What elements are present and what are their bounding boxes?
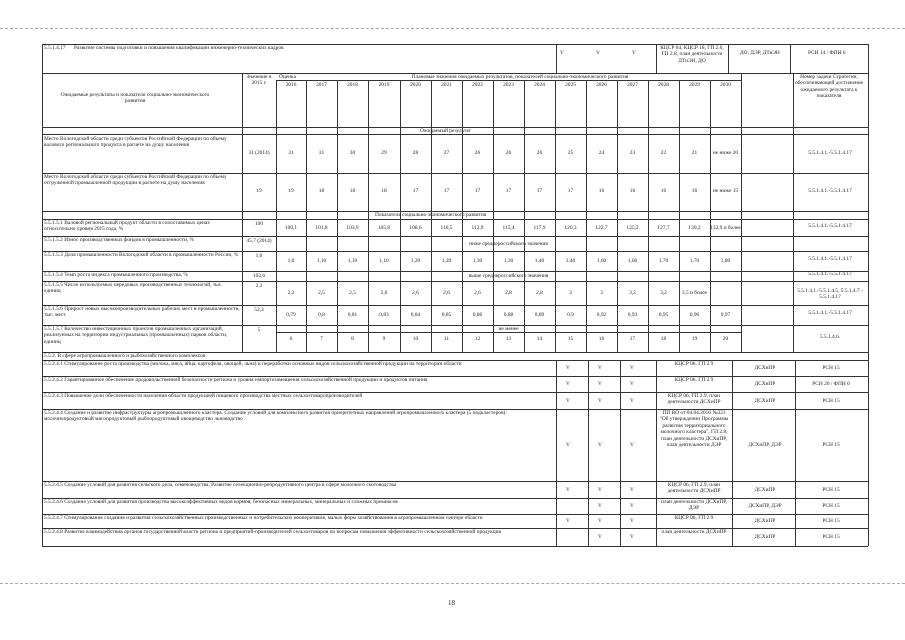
rule xyxy=(728,44,729,73)
row-label: 5.5.1.5.5 Число используемых передовых производственных технологий, тыс. единиц xyxy=(44,282,223,295)
section-552-title: 5.5.2. В сфере агропромышленного и рыбохозяйственного комплексов xyxy=(44,353,206,359)
check-mark: V xyxy=(598,518,602,524)
row-base: 102,6 xyxy=(252,273,266,279)
rule xyxy=(306,80,307,352)
row-value: 112,9 xyxy=(471,224,484,231)
row-value: 0,89 xyxy=(534,312,545,318)
row-value: 0,79 xyxy=(286,312,296,318)
row-value: 0,81 xyxy=(347,312,358,318)
row-value: 115,4 xyxy=(502,224,515,231)
check-mark: V xyxy=(596,50,600,56)
year-header: 2019 xyxy=(378,82,390,88)
year-header: 2017 xyxy=(316,82,327,88)
row-value: 18 xyxy=(349,188,356,194)
program-doc: КЦСР 06, ГП 2.9 xyxy=(674,377,714,383)
row-task: 5.5.1.4.1.-5.5.1.4.17 xyxy=(808,271,852,277)
year-header: 2021 xyxy=(441,82,452,88)
row-label: 5.5.2.4.1 Стимулирование роста производства (молока, мяса, яйца, картофеля, овощей, льна) и переработки основных видов сельскохозяйственной продукции на территории области xyxy=(44,361,462,367)
section-expected-result: Ожидаемый результат xyxy=(420,128,471,134)
page-edge-top xyxy=(0,28,905,29)
executor: ДСХиПР xyxy=(754,381,776,387)
row-value: 117,9 xyxy=(533,224,546,231)
rule xyxy=(337,80,338,352)
row-value: 2,5 xyxy=(318,290,325,296)
row-span-note: выше среднероссийского значения xyxy=(468,273,549,279)
year-header: 2024 xyxy=(534,82,545,88)
row-value: 1,10 xyxy=(347,258,358,264)
rule xyxy=(42,44,43,352)
rule xyxy=(276,80,277,352)
check-mark: V xyxy=(630,381,634,387)
row-value: 21 xyxy=(691,150,698,156)
row-value: 2,6 xyxy=(412,290,419,296)
row-value: 15 xyxy=(567,335,574,342)
year-header: 2020 xyxy=(410,82,421,88)
row-value: 1,10 xyxy=(316,258,327,264)
rule xyxy=(462,80,463,352)
row-task: 5.5.1.4.6. xyxy=(819,333,841,340)
year-header: 2016 xyxy=(285,82,297,88)
rule xyxy=(648,80,649,352)
row-label: 5.5.1.5.6 Прирост новых высокопроизводительных рабочих мест в промышленности, тыс. мест xyxy=(44,306,240,319)
row-value: 13 xyxy=(505,335,512,342)
row-value: 0,96 xyxy=(689,312,700,318)
program-doc: КЦСР 06, ГП 2.9, план деятельности ДСХиПР xyxy=(667,482,721,495)
row-value: 127,7 xyxy=(657,224,670,231)
year-header: 2027 xyxy=(627,82,638,88)
row-label: 5.5.1.5.1 Валовой региональный продукт области в сопоставимых ценах относительно уровня 2015 года, % xyxy=(44,220,210,233)
row-value: 23 xyxy=(629,150,636,156)
row-value: 1,40 xyxy=(534,258,545,264)
rule xyxy=(620,360,621,546)
rule xyxy=(868,44,869,352)
row-value: 0,93 xyxy=(627,312,638,318)
year-header: 2022 xyxy=(472,82,483,88)
row-value: 101,8 xyxy=(315,224,328,231)
row-value: 27 xyxy=(443,150,450,156)
year-header: 2023 xyxy=(503,82,514,88)
rule xyxy=(556,44,557,73)
rule xyxy=(793,73,794,352)
rule xyxy=(679,80,680,352)
check-mark: V xyxy=(598,381,602,387)
check-mark: V xyxy=(630,518,634,524)
row-label: 5.5.2.4.3 Повышение доли обеспеченности населения области продукцией пищевого производства местных сельхозтоваропроизводителей xyxy=(44,393,363,399)
row-task: 5.5.1.4.1.-5.5.1.4.17 xyxy=(808,188,852,194)
results-header: Ожидаемые результаты и показатели социально-экономического развития xyxy=(60,92,210,105)
row-value: 22 xyxy=(660,150,667,156)
row-value: 2,8 xyxy=(536,290,543,296)
row-base: 100 xyxy=(254,221,264,227)
check-mark: V xyxy=(566,397,570,404)
check-mark: V xyxy=(632,50,636,56)
check-mark: V xyxy=(598,397,602,404)
row-value: 3 xyxy=(600,290,603,296)
row-label: Место Вологодской области среди субъектов Российской Федерации по объему валового регионального продукта в расчете на душу населения xyxy=(44,136,227,149)
row-value: 2,3 xyxy=(287,290,295,296)
reference: РСН 14 / ФПН 6 xyxy=(808,50,846,56)
base-value-header: Значение в 2015 г. xyxy=(246,74,272,87)
row-value: 125,2 xyxy=(626,224,639,231)
row-value: 20 xyxy=(722,335,729,342)
rule xyxy=(368,80,369,352)
rule xyxy=(400,80,401,352)
row-value: 1,0 xyxy=(287,258,295,264)
rule xyxy=(42,352,43,546)
executor: ДСХиПР, ДЭР xyxy=(748,442,782,448)
year-header: 2029 xyxy=(689,82,700,88)
row-base: 5 xyxy=(257,327,261,333)
row-value: 0,85 xyxy=(441,312,452,318)
rule xyxy=(588,360,589,546)
year-header: 2028 xyxy=(658,82,669,88)
year-header: 2018 xyxy=(347,82,358,88)
reference: РСН 15 xyxy=(822,365,840,371)
row-value: 1,60 xyxy=(627,258,638,264)
row-value: не ниже 20 xyxy=(712,150,739,156)
row-value: не ниже 15 xyxy=(712,188,739,194)
row-value: 17 xyxy=(505,188,512,194)
reference: РСН 15 xyxy=(822,442,840,448)
row-value: 2,5 xyxy=(349,290,356,296)
check-mark: V xyxy=(566,486,570,493)
row-value: 31 xyxy=(318,150,325,156)
check-mark: V xyxy=(630,442,634,448)
row-value: 0,8 xyxy=(318,312,325,318)
reference: РСН 15 xyxy=(822,534,840,540)
row-value: 9 xyxy=(382,335,386,342)
row-value: 2,6 xyxy=(380,290,388,296)
row-value: 16 xyxy=(660,188,667,194)
row-label: 5.5.1.5.4 Темп роста индекса промышленного производства, % xyxy=(44,272,188,278)
program-doc: КЦСР 06, ГП 2.9 xyxy=(674,515,714,521)
row-base: 45,7 (2014) xyxy=(246,238,272,244)
row-value: 26 xyxy=(505,150,512,156)
program-doc: план деятельности ДСХиПР xyxy=(661,529,727,535)
rule xyxy=(795,360,796,546)
row-value: 1,40 xyxy=(565,258,576,264)
row-value: 110,5 xyxy=(440,224,453,231)
row-value: 1,20 xyxy=(410,258,421,264)
row-value: 8 xyxy=(351,335,354,342)
row-value: 18 xyxy=(381,188,387,194)
planned-header: Плановые значения ожидаемых результатов, показателей социально-экономического развития xyxy=(411,74,629,80)
row-label: 5.5.2.4.7 Стимулирование создания и развития сельскохозяйственных производственных и потребительских кооперативов, малых форм хозяйствования в агропромышленном секторе области xyxy=(44,515,483,521)
rule xyxy=(555,80,556,352)
row-value: 1,20 xyxy=(441,258,452,264)
row-value: 17 xyxy=(629,335,636,342)
row-value: 16 xyxy=(598,335,605,342)
row-base: 52,3 xyxy=(254,307,264,313)
year-header: 2030 xyxy=(720,82,731,88)
check-mark: V xyxy=(598,365,602,371)
row-value: 25 xyxy=(567,150,574,156)
row-value: 130,2 xyxy=(688,224,701,231)
row-value: 108,6 xyxy=(409,224,422,231)
rule xyxy=(710,80,711,352)
row-label: 5.5.1.5.7 Количество инвестиционных проектов промышленных организаций, реализуемых на территории индустриальных (промышленных) парков области, единиц xyxy=(44,326,228,345)
check-mark: V xyxy=(566,442,570,448)
row-value: 16 xyxy=(629,188,636,194)
row-label: 5.5.1.5.3 Доля промышленности Вологодской области в промышленности России, % xyxy=(44,252,239,258)
executor: ДСХиПР xyxy=(754,365,776,371)
row-value: 1,30 xyxy=(503,258,514,264)
rule xyxy=(868,352,869,546)
rule xyxy=(276,332,741,333)
row-value: 26 xyxy=(474,150,481,156)
rule xyxy=(276,80,741,81)
rule xyxy=(493,80,494,352)
row-value: 18 xyxy=(318,188,325,194)
row-value: 30 xyxy=(349,150,356,156)
check-mark: V xyxy=(630,503,634,509)
row-value: 0,92 xyxy=(596,312,607,318)
rule xyxy=(586,80,587,352)
row-value: 12 xyxy=(474,335,481,342)
row-task: 5.5.1.4.1.-5.5.1.4.5, 5.5.1.4.7 - 5.5.1.4.17 xyxy=(797,288,863,301)
program-doc: КЦСР 06, ГП 2.9 xyxy=(674,361,714,367)
row-value: 17 xyxy=(536,188,543,194)
row-value: 3,2 xyxy=(629,290,636,296)
row-value: 2,6 xyxy=(474,290,481,296)
row-label: 5.5.2.4.2 Гарантированное обеспечение продовольственной безопасности региона и уровня импортозамещения сельскохозяйственной продукции и продуктов питания xyxy=(44,377,428,383)
rule xyxy=(556,360,557,546)
executor: ДСХиПР xyxy=(754,518,776,524)
row-value: 1,60 xyxy=(596,258,607,264)
row-value: 2,8 xyxy=(505,290,512,296)
reference: РСН 20 / ФПН 6 xyxy=(812,381,850,387)
check-mark: V xyxy=(566,381,570,387)
row-base: 19 xyxy=(256,188,262,194)
check-mark: V xyxy=(630,365,634,371)
row-value: 6 xyxy=(289,335,293,342)
rule xyxy=(656,44,657,73)
check-mark: V xyxy=(598,442,602,448)
page-number: 18 xyxy=(448,599,455,607)
row-label: 5.5.2.4.4 Создание и развитие инфраструктуры агропромышленного кластера. Создание условий для комплексного развития приоритетных направлений агропромышленного кластера (5 подкластеров): молочнопродуктовый мясопродуктовый рыбопродуктовый овощеводство льноводство xyxy=(44,410,507,423)
row-label: 5.5.2.4.6 Создание условий для развития производства высокоэффективных видов кормов, безопасных минеральных, минеральных и сложных премиксов xyxy=(44,499,398,505)
row-value: 0,83 xyxy=(379,312,389,318)
check-mark: V xyxy=(630,486,634,493)
reference: РСН 15 xyxy=(822,518,840,524)
check-mark: V xyxy=(566,365,570,371)
row-value: 17 xyxy=(474,188,481,194)
rule xyxy=(242,73,243,352)
rule xyxy=(617,80,618,352)
row-value: 28 xyxy=(412,150,419,156)
row-value: 16 xyxy=(598,188,605,194)
row-value: 19 xyxy=(288,188,294,194)
rule xyxy=(42,134,868,135)
row-value: 26 xyxy=(536,150,543,156)
check-mark: V xyxy=(630,397,634,404)
row-value: 122,7 xyxy=(595,224,608,231)
row-value: 2,6 xyxy=(443,290,450,296)
row-value: 17 xyxy=(443,188,450,194)
check-mark: V xyxy=(598,486,602,493)
program-doc: КЦСР 06, ГП 2.9, план деятельности ДСХиПР xyxy=(667,393,721,406)
row-value: 31 xyxy=(288,150,294,156)
row-value: 10 xyxy=(412,335,419,342)
row-value: 0,95 xyxy=(658,312,669,318)
row-value: 105,8 xyxy=(377,224,391,231)
program-doc: ПП ВО от 04.04.2016 №323 "Об утверждении Программы развития территориального молочного кластера", ГП 2.8, план деятельности ДСХиПР, план деятельности ДЭР xyxy=(659,410,729,449)
rule xyxy=(42,546,868,547)
executor: ДСХиПР xyxy=(754,397,776,404)
row-base: 2,3 xyxy=(255,283,263,289)
row-value: 16 xyxy=(691,188,698,194)
row-value: 14 xyxy=(536,335,543,342)
row-value: 0,86 xyxy=(472,312,483,318)
row-label: 5.5.2.4.5 Создание условий для развития сельского дела, семеноводства, Развитие селекционно-репродуктивного центра в сфере молочного скотоводства xyxy=(44,482,397,488)
row-base: 31 (2014) xyxy=(248,150,270,156)
row-value: 100,1 xyxy=(284,224,298,231)
row-value: 3,5 и более xyxy=(681,290,708,296)
section-indicator: Показатель социально-экономического развития xyxy=(375,212,487,218)
rule xyxy=(741,73,742,352)
rule xyxy=(431,80,432,352)
executor: ДО, ДЭР, ДТиЭН xyxy=(740,50,780,56)
rule xyxy=(790,44,791,73)
row-number: 5.5.1.4.17 xyxy=(44,45,66,51)
row-label: Место Вологодской области среди субъектов Российской Федерации по объему отгруженной промышленной продукции в расчете на душу населения xyxy=(44,174,227,187)
row-value: 120,3 xyxy=(564,224,577,231)
row-value: 7 xyxy=(320,335,323,342)
row-text: Развитие системы подготовки и повышения квалификации инженерно-технических кадров xyxy=(74,45,284,51)
row-value: 0,88 xyxy=(503,312,514,318)
row-value: 1,80 xyxy=(720,258,731,264)
row-task: 5.5.1.4.1.-5.5.1.4.17 xyxy=(808,150,852,156)
task-header: Номер задачи Стратегии, обеспечивающей достижение ожидаемого результата к показателя xyxy=(794,74,864,100)
row-top-note: не менее xyxy=(498,326,519,332)
row-value: 3,2 xyxy=(660,290,667,296)
row-value: 1,30 xyxy=(472,258,483,264)
row-task: 5.5.1.4.1.-5.5.1.4.17 xyxy=(808,222,852,229)
row-value: 3 xyxy=(569,290,572,296)
executor: ДСХиПР xyxy=(754,534,776,540)
row-base: 1,0 xyxy=(255,253,263,259)
rule xyxy=(524,80,525,352)
reference: РСН 15 xyxy=(822,397,840,404)
row-label: 5.5.1.5.2 Износ производственных фондов в промышленности, % xyxy=(44,237,195,243)
executor: ДСХиПР, ДЭР xyxy=(748,503,782,509)
row-value: 0,9 xyxy=(567,312,574,318)
row-span-note: ниже среднероссийского значения xyxy=(469,240,548,247)
check-mark: V xyxy=(560,50,564,56)
row-task: 5.5.1.4.1.-5.5.1.4.17 xyxy=(808,310,852,316)
check-mark: V xyxy=(630,534,634,540)
reference: РСН 15 xyxy=(822,503,840,509)
executor: ДСХиПР xyxy=(754,486,776,493)
row-value: 18 xyxy=(660,335,667,342)
row-value: 1,70 xyxy=(658,258,669,264)
row-value: 0,84 xyxy=(410,312,421,318)
page-edge-bottom xyxy=(0,583,905,584)
row-value: 132,9 и более xyxy=(710,224,741,231)
row-value: 29 xyxy=(381,150,387,156)
program-doc: план деятельности ДСХиПР, ДЭР xyxy=(661,499,727,512)
row-task: 5.5.1.4.1.-5.5.1.4.17 xyxy=(808,256,852,262)
year-header: 2026 xyxy=(596,82,607,88)
year-header: 2025 xyxy=(565,82,576,88)
row-value: 17 xyxy=(567,188,574,194)
row-label: 5.5.2.4.8 Развитие взаимодействия органов государственной власти региона и предприятий-производителей сельхозтоваров по вопросам повышения эффективности сельскохозяйственной продукции xyxy=(44,529,502,535)
check-mark: V xyxy=(598,503,602,509)
row-value: 17 xyxy=(412,188,419,194)
row-value: 1,10 xyxy=(379,258,389,264)
row-value: 19 xyxy=(691,335,698,342)
reference: РСН 15 xyxy=(822,486,840,493)
estimate-header: Оценка xyxy=(279,74,296,80)
program-doc: КЦСР 04, КЦСР 18, ГП 2.6, ГП 2.8, план деятельности ДТиЭН, ДО xyxy=(660,45,724,64)
row-value: 103,9 xyxy=(346,224,359,231)
row-value: 0,97 xyxy=(720,312,731,318)
rule xyxy=(732,360,733,546)
rule xyxy=(656,360,657,546)
check-mark: V xyxy=(598,534,602,540)
row-value: 1,70 xyxy=(689,258,700,264)
check-mark: V xyxy=(566,518,570,524)
row-value: 11 xyxy=(443,335,450,342)
row-value: 24 xyxy=(598,150,605,156)
